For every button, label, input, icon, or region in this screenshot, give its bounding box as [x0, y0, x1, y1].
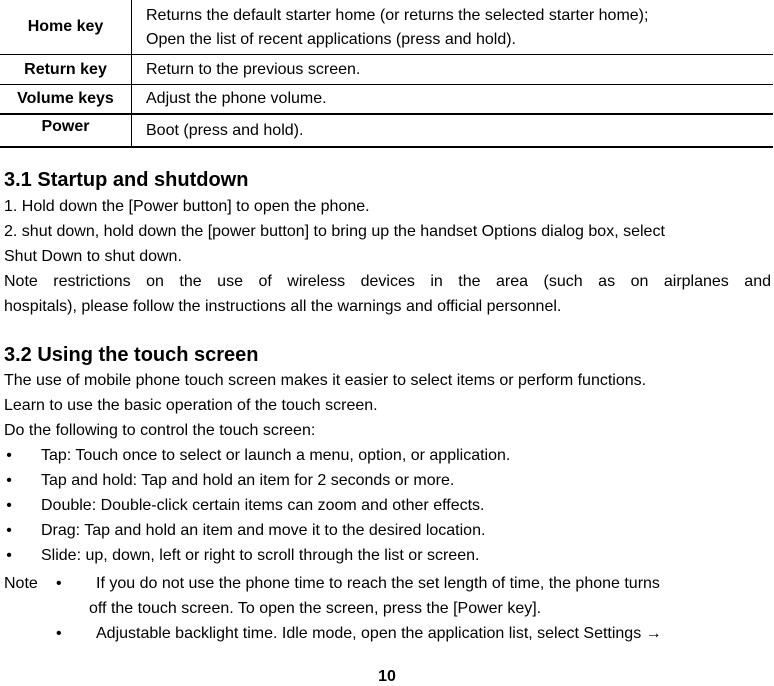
- list-item-text: Drag: Tap and hold an item and move it to the desired location.: [41, 522, 486, 539]
- touch-intro-c: Do the following to control the touch screen:: [4, 422, 316, 439]
- startup-step-2-a: 2. shut down, hold down the [power button] to bring up the handset Options dialog box, select: [4, 223, 665, 240]
- startup-body: [4, 194, 771, 319]
- startup-note-b: hospitals), please follow the instructions all the warnings and official personnel.: [4, 298, 562, 315]
- list-item: [4, 543, 771, 568]
- list-item: [4, 443, 771, 468]
- bullet-icon: •: [56, 625, 62, 642]
- key-description: Adjust the phone volume.: [132, 85, 774, 115]
- bullet-icon: •: [6, 472, 12, 489]
- key-name: Volume keys: [0, 85, 132, 115]
- touch-intro-a: The use of mobile phone touch screen makes it easier to select items or perform functions.: [4, 372, 647, 389]
- key-name: Return key: [0, 55, 132, 85]
- touch-screen-intro: [4, 368, 771, 443]
- table-row: [0, 0, 773, 55]
- section-title-touch-screen: 3.2 Using the touch screen: [4, 344, 259, 366]
- page-number: 10: [378, 668, 396, 685]
- table-row: [0, 114, 773, 147]
- key-description: [132, 0, 774, 55]
- bullet-icon: •: [6, 522, 12, 539]
- key-name: Home key: [0, 0, 132, 55]
- key-description-line: Open the list of recent applications (press and hold).: [146, 31, 516, 48]
- list-item: [4, 518, 771, 543]
- note-label: Note: [4, 575, 38, 592]
- list-item-text: Tap and hold: Tap and hold an item for 2 seconds or more.: [41, 472, 455, 489]
- note-item-1-text: If you do not use the phone time to reach the set length of time, the phone turns: [96, 575, 660, 592]
- bullet-icon: •: [6, 447, 12, 464]
- note-item-2: [56, 621, 662, 646]
- startup-step-2-b: Shut Down to shut down.: [4, 248, 182, 265]
- touch-intro-b: Learn to use the basic operation of the touch screen.: [4, 397, 378, 414]
- startup-step-1: 1. Hold down the [Power button] to open the phone.: [4, 198, 370, 215]
- touch-gesture-list: [4, 443, 771, 568]
- bullet-icon: •: [56, 575, 62, 592]
- key-description: Return to the previous screen.: [132, 55, 774, 85]
- list-item-text: Slide: up, down, left or right to scroll through the list or screen.: [41, 547, 480, 564]
- list-item: [4, 493, 771, 518]
- key-function-table: [0, 0, 773, 148]
- list-item: [4, 468, 771, 493]
- bullet-icon: •: [6, 547, 12, 564]
- note-item-1-continued: off the touch screen. To open the screen, press the [Power key].: [89, 600, 542, 617]
- key-description-line: Returns the default starter home (or returns the selected starter home);: [146, 7, 649, 24]
- list-item-text: Tap: Touch once to select or launch a menu, option, or application.: [41, 447, 511, 464]
- list-item-text: Double: Double-click certain items can zoom and other effects.: [41, 497, 485, 514]
- section-title-startup: 3.1 Startup and shutdown: [4, 169, 249, 191]
- key-name: Power: [0, 114, 132, 147]
- note-item-2-text: Adjustable backlight time. Idle mode, open the application list, select Settings →: [96, 625, 662, 642]
- startup-note-a: Note restrictions on the use of wireless devices in the area (such as on airplanes and: [4, 273, 771, 290]
- note-item-1: [56, 571, 660, 596]
- table-row: [0, 55, 773, 85]
- table-row: [0, 85, 773, 115]
- bullet-icon: •: [6, 497, 12, 514]
- key-description: Boot (press and hold).: [132, 114, 774, 147]
